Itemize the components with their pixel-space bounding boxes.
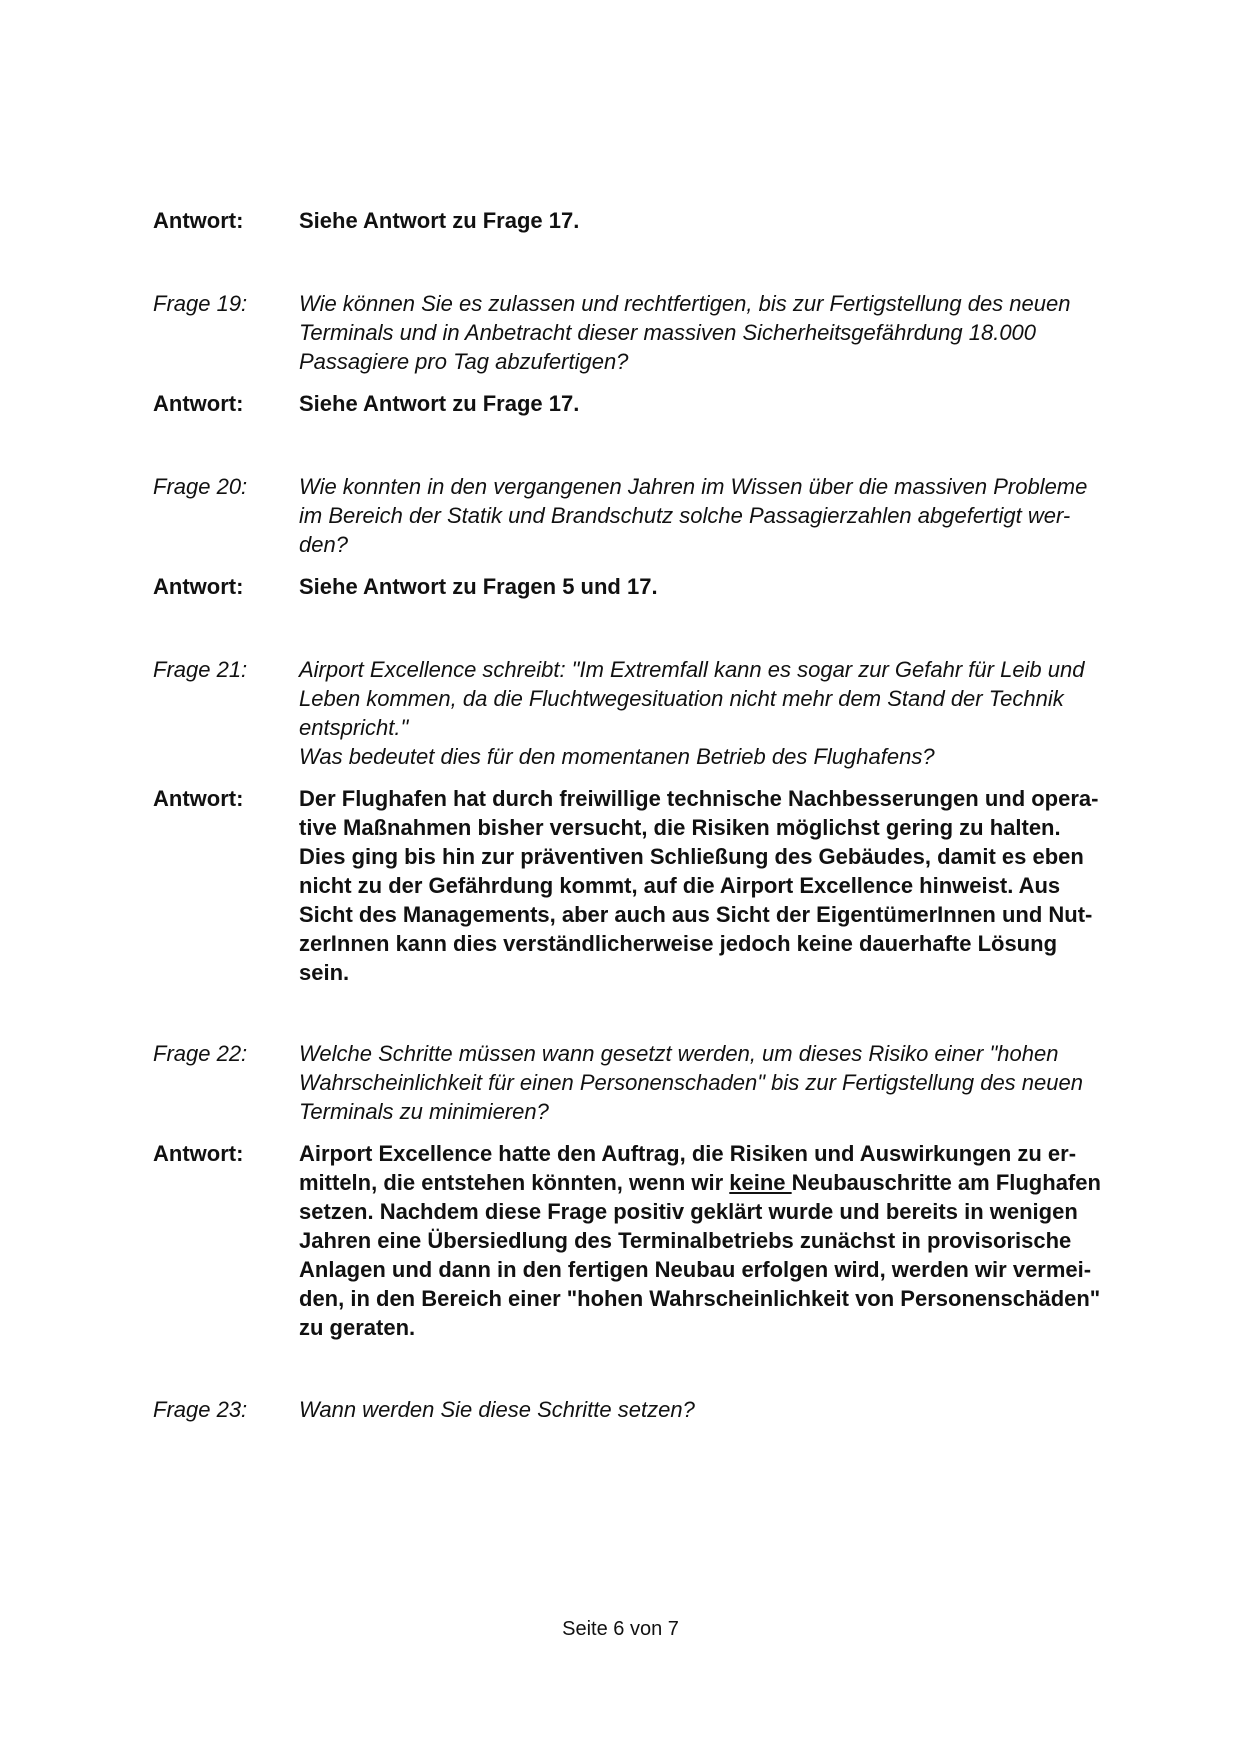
text-line: Terminals zu minimieren? <box>299 1099 549 1124</box>
entry-label: Antwort: <box>153 391 244 416</box>
answer-row <box>153 1139 1133 1342</box>
answer-text <box>299 389 1133 418</box>
text-line: Passagiere pro Tag abzufertigen? <box>299 349 629 374</box>
entry-label: Antwort: <box>153 1141 244 1166</box>
entry-label: Antwort: <box>153 208 244 233</box>
question-text <box>299 655 1133 771</box>
text-line: tive Maßnahmen bisher versucht, die Risiken möglichst gering zu halten. <box>299 815 1061 840</box>
question-text <box>299 1395 1133 1424</box>
text-line: Siehe Antwort zu Frage 17. <box>299 391 580 416</box>
text-line: den, in den Bereich einer "hohen Wahrscheinlichkeit von Personenschäden" <box>299 1286 1101 1311</box>
answer-text <box>299 572 1133 601</box>
answer-text <box>299 206 1133 235</box>
text-line: Anlagen und dann in den fertigen Neubau erfolgen wird, werden wir vermei- <box>299 1257 1092 1282</box>
question-row <box>153 289 1133 376</box>
answer-row <box>153 784 1133 987</box>
text-line: entspricht." <box>299 715 409 740</box>
entry-label: Antwort: <box>153 574 244 599</box>
question-text <box>299 472 1133 559</box>
text-line: nicht zu der Gefährdung kommt, auf die Airport Excellence hinweist. Aus <box>299 873 1061 898</box>
text-line: Wann werden Sie diese Schritte setzen? <box>299 1397 695 1422</box>
text-line: zu geraten. <box>299 1315 416 1340</box>
entry-label: Frage 23: <box>153 1397 248 1422</box>
entry-label: Antwort: <box>153 786 244 811</box>
text-segment: mitteln, die entstehen könnten, wenn wir <box>299 1170 730 1195</box>
entry-label: Frage 20: <box>153 474 248 499</box>
text-line: Sicht des Managements, aber auch aus Sicht der EigentümerInnen und Nut- <box>299 902 1093 927</box>
question-row <box>153 1039 1133 1126</box>
question-text <box>299 1039 1133 1126</box>
text-line: Airport Excellence schreibt: "Im Extremfall kann es sogar zur Gefahr für Leib und <box>299 657 1085 682</box>
page-footer: Seite 6 von 7 <box>562 1618 679 1640</box>
text-line: Der Flughafen hat durch freiwillige technische Nachbesserungen und opera- <box>299 786 1099 811</box>
question-row <box>153 655 1133 771</box>
answer-row <box>153 572 1133 601</box>
text-line <box>299 1168 1133 1197</box>
question-row <box>153 1395 1133 1424</box>
answer-text <box>299 1139 1133 1342</box>
entry-label: Frage 21: <box>153 657 248 682</box>
question-text <box>299 289 1133 376</box>
answer-text <box>299 784 1133 987</box>
text-line: den? <box>299 532 348 557</box>
text-line: Wie können Sie es zulassen und rechtfertigen, bis zur Fertigstellung des neuen <box>299 291 1071 316</box>
text-line: Siehe Antwort zu Frage 17. <box>299 208 580 233</box>
underlined-word: keine <box>729 1170 792 1195</box>
text-line: setzen. Nachdem diese Frage positiv geklärt wurde und bereits in wenigen <box>299 1199 1078 1224</box>
answer-row <box>153 389 1133 418</box>
text-line: sein. <box>299 960 350 985</box>
text-line: Was bedeutet dies für den momentanen Betrieb des Flughafens? <box>299 744 935 769</box>
question-row <box>153 472 1133 559</box>
entry-label: Frage 22: <box>153 1041 248 1066</box>
entry-label: Frage 19: <box>153 291 248 316</box>
text-line: Dies ging bis hin zur präventiven Schließung des Gebäudes, damit es eben <box>299 844 1084 869</box>
text-line: Leben kommen, da die Fluchtwegesituation nicht mehr dem Stand der Technik <box>299 686 1064 711</box>
text-line: zerInnen kann dies verständlicherweise jedoch keine dauerhafte Lösung <box>299 931 1058 956</box>
text-line: im Bereich der Statik und Brandschutz solche Passagierzahlen abgefertigt wer- <box>299 503 1071 528</box>
text-segment: Neubauschritte am Flughafen <box>791 1170 1101 1195</box>
text-line: Wie konnten in den vergangenen Jahren im Wissen über die massiven Probleme <box>299 474 1088 499</box>
text-line: Siehe Antwort zu Fragen 5 und 17. <box>299 574 658 599</box>
text-line: Jahren eine Übersiedlung des Terminalbetriebs zunächst in provisorische <box>299 1228 1072 1253</box>
text-line: Terminals und in Anbetracht dieser massiven Sicherheitsgefährdung 18.000 <box>299 320 1037 345</box>
text-line: Airport Excellence hatte den Auftrag, die Risiken und Auswirkungen zu er- <box>299 1141 1077 1166</box>
text-line: Wahrscheinlichkeit für einen Personenschaden" bis zur Fertigstellung des neuen <box>299 1070 1083 1095</box>
text-line: Welche Schritte müssen wann gesetzt werden, um dieses Risiko einer "hohen <box>299 1041 1059 1066</box>
answer-row <box>153 206 1133 235</box>
